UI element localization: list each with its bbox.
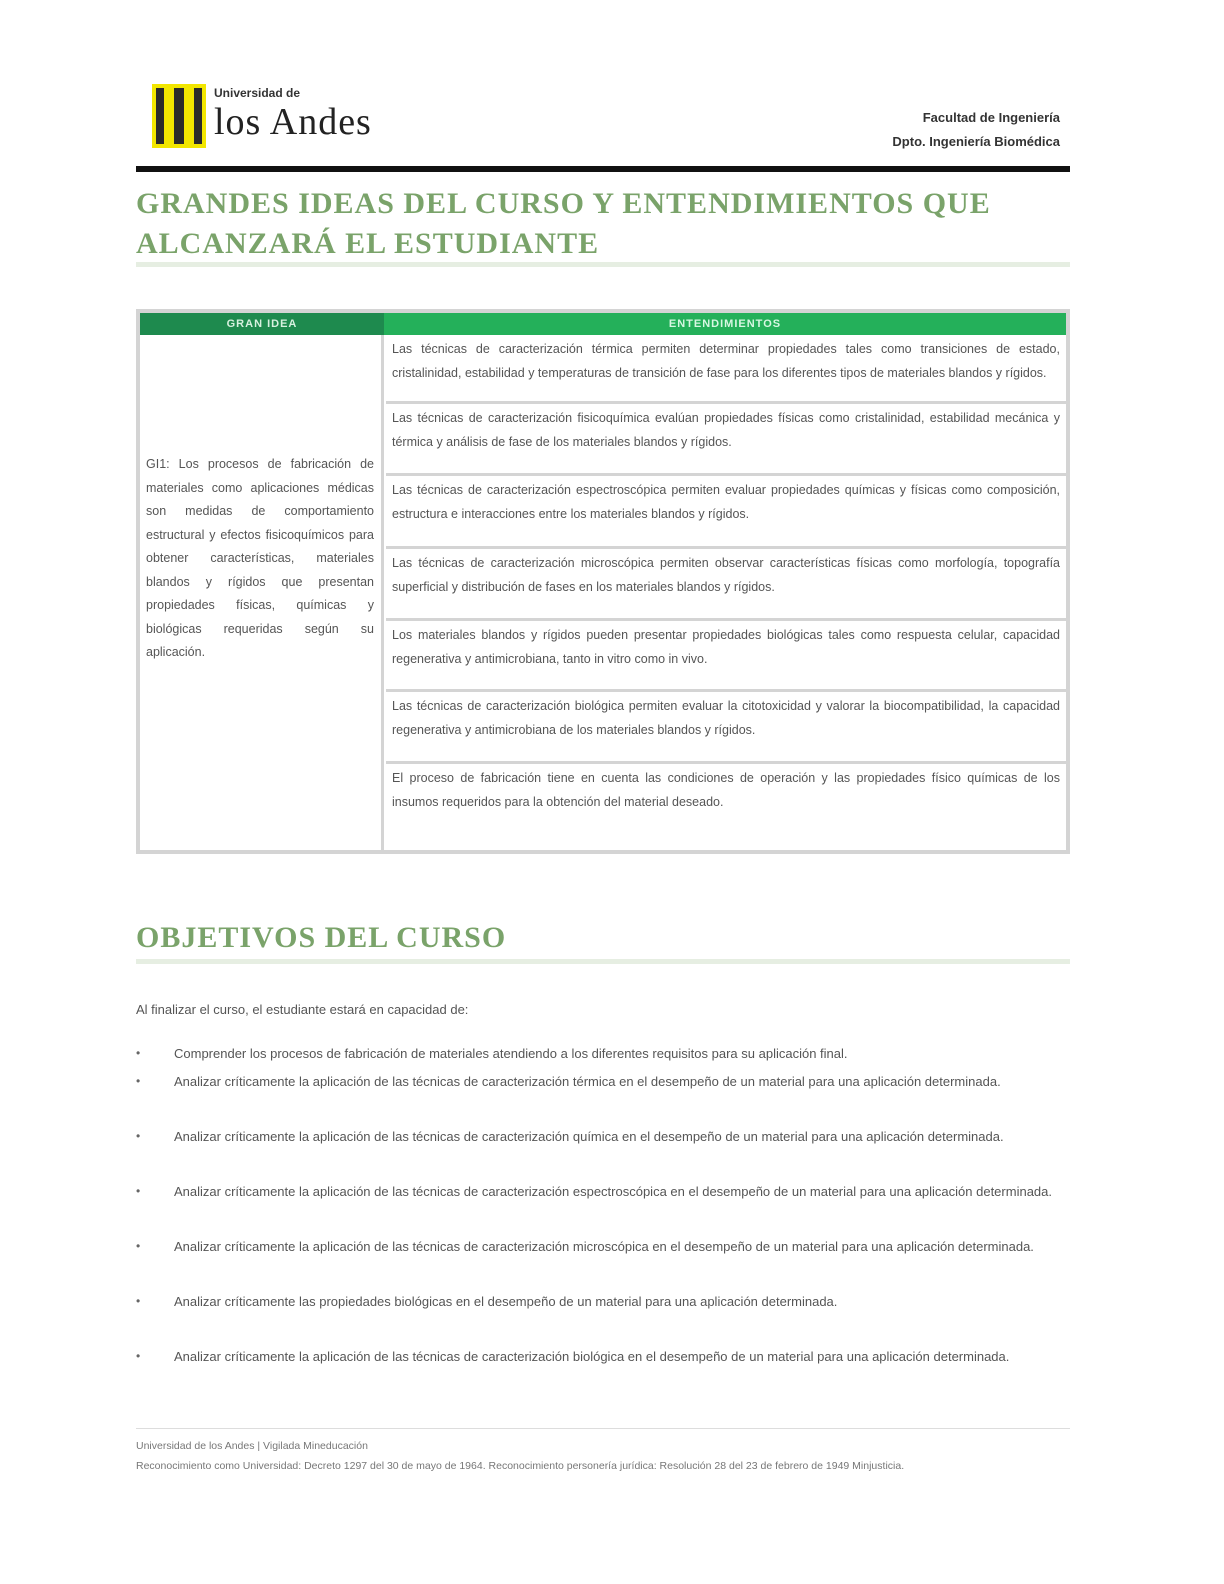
- understanding-row: Las técnicas de caracterización térmica permiten determinar propiedades tales como transiciones de estado, cristalinidad, estabilidad y temperaturas de transición de fase para los diferentes tipos de materiales blandos y rígidos.: [386, 335, 1066, 404]
- footer-line-2: Reconocimiento como Universidad: Decreto 1297 del 30 de mayo de 1964. Reconocimiento personería jurídica: Resolución 28 del 23 de febrero de 1949 Minjusticia.: [136, 1460, 905, 1472]
- faculty-info: [892, 106, 1060, 154]
- big-ideas-table: [136, 309, 1070, 854]
- bullet-icon: •: [136, 1129, 141, 1143]
- logo-big-text: los Andes: [214, 101, 372, 143]
- objectives-divider: [136, 959, 1070, 964]
- footer-divider: [136, 1428, 1070, 1429]
- table-header-idea: GRAN IDEA: [140, 313, 384, 335]
- objective-text: Analizar críticamente la aplicación de las técnicas de caracterización biológica en el desempeño de un material para una aplicación determinada.: [174, 1349, 1010, 1364]
- big-ideas-divider: [136, 262, 1070, 267]
- idea-text: GI1: Los procesos de fabricación de materiales como aplicaciones médicas son medidas de comportamiento estructural y efectos fisicoquímicos para obtener características, materiales blandos y rígidos que presentan propiedades físicas, químicas y biológicas requeridas según su aplicación.: [146, 457, 374, 659]
- objective-text: Comprender los procesos de fabricación de materiales atendiendo a los diferentes requisitos para su aplicación final.: [174, 1046, 848, 1061]
- understanding-row: Las técnicas de caracterización microscópica permiten observar características físicas como morfología, topografía superficial y distribución de fases en los materiales blandos y rígidos.: [386, 549, 1066, 621]
- objectives-intro: Al finalizar el curso, el estudiante estará en capacidad de:: [136, 1002, 469, 1017]
- understanding-row: Las técnicas de caracterización espectroscópica permiten evaluar propiedades químicas y físicas como composición, estructura e interacciones entre los materiales blandos y rígidos.: [386, 476, 1066, 549]
- big-ideas-title-line2: ALCANZARÁ EL ESTUDIANTE: [136, 227, 600, 260]
- list-item: [136, 1178, 1070, 1233]
- objectives-title: OBJETIVOS DEL CURSO: [136, 921, 507, 954]
- page-footer: [136, 1436, 1070, 1476]
- list-item: [136, 1343, 1070, 1398]
- list-item: [136, 1040, 1070, 1068]
- list-item: [136, 1288, 1070, 1343]
- objective-text: Analizar críticamente la aplicación de las técnicas de caracterización térmica en el desempeño de un material para una aplicación determinada.: [174, 1074, 1001, 1089]
- list-item: [136, 1233, 1070, 1288]
- table-header-understandings: ENTENDIMIENTOS: [384, 313, 1066, 335]
- footer-line-1: Universidad de los Andes | Vigilada Mineducación: [136, 1440, 368, 1452]
- idea-cell: [140, 335, 384, 850]
- list-item: [136, 1123, 1070, 1178]
- logo-small-text: Universidad de: [214, 86, 301, 100]
- understanding-row: El proceso de fabricación tiene en cuenta las condiciones de operación y las propiedades físico químicas de los insumos requeridos para la obtención del material deseado.: [392, 771, 1060, 809]
- logo-emblem-icon: [152, 84, 206, 148]
- big-ideas-title: [136, 184, 1070, 264]
- bullet-icon: •: [136, 1184, 141, 1198]
- understanding-row: Los materiales blandos y rígidos pueden presentar propiedades biológicas tales como respuesta celular, capacidad regenerativa y antimicrobiana, tanto in vitro como in vivo.: [386, 621, 1066, 692]
- bullet-icon: •: [136, 1349, 141, 1363]
- objective-text: Analizar críticamente las propiedades biológicas en el desempeño de un material para una aplicación determinada.: [174, 1294, 838, 1309]
- header-divider: [136, 166, 1070, 172]
- bullet-icon: •: [136, 1046, 141, 1060]
- faculty-name: Facultad de Ingeniería: [922, 110, 1060, 125]
- understanding-row: Las técnicas de caracterización fisicoquímica evalúan propiedades físicas como cristalinidad, estabilidad mecánica y térmica y análisis de fase de los materiales blandos y rígidos.: [386, 404, 1066, 476]
- page-header: [136, 80, 1070, 170]
- university-logo: [152, 80, 372, 152]
- objective-text: Analizar críticamente la aplicación de las técnicas de caracterización espectroscópica en el desempeño de un material para una aplicación determinada.: [174, 1184, 1052, 1199]
- big-ideas-title-line1: GRANDES IDEAS DEL CURSO Y ENTENDIMIENTOS QUE: [136, 187, 991, 220]
- list-item: [136, 1068, 1070, 1123]
- department-name: Dpto. Ingeniería Biomédica: [892, 134, 1060, 149]
- objective-text: Analizar críticamente la aplicación de las técnicas de caracterización microscópica en el desempeño de un material para una aplicación determinada.: [174, 1239, 1034, 1254]
- bullet-icon: •: [136, 1239, 141, 1253]
- objectives-list: [136, 1040, 1070, 1398]
- objective-text: Analizar críticamente la aplicación de las técnicas de caracterización química en el desempeño de un material para una aplicación determinada.: [174, 1129, 1004, 1144]
- bullet-icon: •: [136, 1294, 141, 1308]
- understandings-cell: [386, 335, 1066, 850]
- bullet-icon: •: [136, 1074, 141, 1088]
- understanding-row: Las técnicas de caracterización biológica permiten evaluar la citotoxicidad y valorar la biocompatibilidad, la capacidad regenerativa y antimicrobiana de los materiales blandos y rígidos.: [386, 692, 1066, 764]
